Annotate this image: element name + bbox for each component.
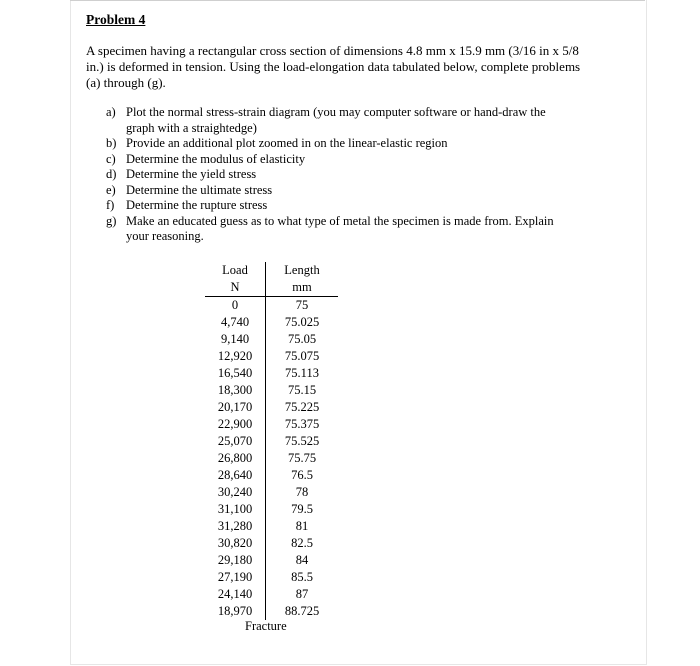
- task-item-f: [106, 198, 606, 214]
- task-text: Provide an additional plot zoomed in on the linear-elastic region: [126, 136, 448, 150]
- cell-length: 81: [295, 519, 309, 533]
- cell-length: 87: [295, 587, 309, 601]
- task-label: c): [106, 151, 116, 166]
- task-item-d: [106, 167, 606, 183]
- task-label: g): [106, 213, 117, 228]
- cell-length: 76.5: [291, 468, 313, 482]
- task-item-g: [106, 214, 606, 245]
- task-item-b: [106, 136, 606, 152]
- column-unit-length: mm: [266, 279, 339, 297]
- page-frame: [70, 0, 647, 665]
- cell-length: 75.525: [284, 434, 320, 448]
- cell-load: 30,240: [205, 484, 266, 501]
- cell-length: 84: [295, 553, 309, 567]
- cell-load: 31,280: [205, 518, 266, 535]
- cell-load: 24,140: [205, 586, 266, 603]
- cell-length: 75: [295, 298, 309, 312]
- task-list: [106, 105, 606, 245]
- cell-length: 75.225: [284, 400, 320, 414]
- table-row: [205, 348, 338, 365]
- cell-load: 22,900: [205, 416, 266, 433]
- problem-title: Problem 4: [86, 12, 146, 27]
- cell-length: 88.725: [284, 604, 320, 618]
- table-row: [205, 518, 338, 535]
- cell-load: 26,800: [205, 450, 266, 467]
- task-item-e: [106, 183, 606, 199]
- task-text: Plot the normal stress-strain diagram (you may computer software or hand-draw the: [126, 105, 546, 119]
- table-body: [205, 297, 338, 621]
- task-text: Determine the yield stress: [126, 167, 257, 181]
- task-text: Determine the modulus of elasticity: [126, 151, 306, 166]
- table-row: [205, 501, 338, 518]
- table-row: [205, 535, 338, 552]
- intro-line: in.) is deformed in tension. Using the load-elongation data tabulated below, complete problems: [86, 59, 581, 74]
- cell-load: 31,100: [205, 501, 266, 518]
- problem-intro: [86, 43, 606, 91]
- task-text: graph with a straightedge): [126, 120, 257, 135]
- table-units-row: [205, 279, 338, 297]
- cell-length: 75.113: [285, 366, 319, 380]
- cell-load: 25,070: [205, 433, 266, 450]
- table-row: [205, 569, 338, 586]
- table-row: [205, 297, 338, 315]
- table-row: [205, 382, 338, 399]
- cell-length: 75.05: [287, 332, 317, 346]
- table-row: [205, 603, 338, 620]
- cell-load: 27,190: [205, 569, 266, 586]
- cell-length: 75.025: [284, 315, 320, 329]
- cell-length: 82.5: [291, 536, 313, 550]
- cell-load: 20,170: [205, 399, 266, 416]
- cell-load: 4,740: [205, 314, 266, 331]
- table-row: [205, 365, 338, 382]
- cell-length: 75.15: [287, 383, 317, 397]
- table-row: [205, 484, 338, 501]
- task-text: your reasoning.: [126, 229, 204, 243]
- fracture-note: Fracture: [245, 619, 287, 633]
- cell-length: 75.75: [287, 451, 317, 465]
- cell-load: 0: [205, 297, 266, 315]
- table-row: [205, 552, 338, 569]
- task-item-a: [106, 105, 606, 136]
- table-row: [205, 467, 338, 484]
- table-header-row: [205, 262, 338, 279]
- column-header-length: Length: [284, 263, 320, 277]
- table-row: [205, 399, 338, 416]
- task-item-c: [106, 152, 606, 168]
- task-label: a): [106, 105, 116, 119]
- task-text: Determine the ultimate stress: [126, 182, 273, 197]
- cell-length: 78: [295, 485, 309, 499]
- column-header-load: Load: [205, 262, 266, 279]
- table-row: [205, 586, 338, 603]
- task-text: Determine the rupture stress: [126, 198, 268, 212]
- intro-line: (a) through (g).: [86, 75, 166, 90]
- task-label: b): [106, 136, 117, 150]
- cell-load: 18,970: [205, 603, 266, 620]
- cell-length: 75.075: [284, 349, 320, 363]
- table-row: [205, 331, 338, 348]
- task-label: f): [106, 198, 115, 212]
- table-row: [205, 416, 338, 433]
- cell-load: 28,640: [205, 467, 266, 484]
- cell-load: 12,920: [205, 348, 266, 365]
- cell-load: 30,820: [205, 535, 266, 552]
- load-length-table: [205, 262, 338, 620]
- cell-load: 16,540: [205, 365, 266, 382]
- task-label: e): [106, 182, 116, 197]
- cell-load: 9,140: [205, 331, 266, 348]
- table-row: [205, 450, 338, 467]
- task-label: d): [106, 167, 117, 181]
- cell-load: 18,300: [205, 382, 266, 399]
- page-top-border: [70, 0, 645, 1]
- cell-length: 85.5: [291, 570, 313, 584]
- cell-length: 75.375: [284, 417, 320, 431]
- cell-load: 29,180: [205, 552, 266, 569]
- table-row: [205, 433, 338, 450]
- table-row: [205, 314, 338, 331]
- column-unit-load: N: [205, 279, 266, 297]
- intro-line: A specimen having a rectangular cross section of dimensions 4.8 mm x 15.9 mm (3/16 in x 5/8: [86, 43, 579, 58]
- cell-length: 79.5: [291, 502, 313, 516]
- task-text: Make an educated guess as to what type of metal the specimen is made from. Explain: [126, 213, 554, 228]
